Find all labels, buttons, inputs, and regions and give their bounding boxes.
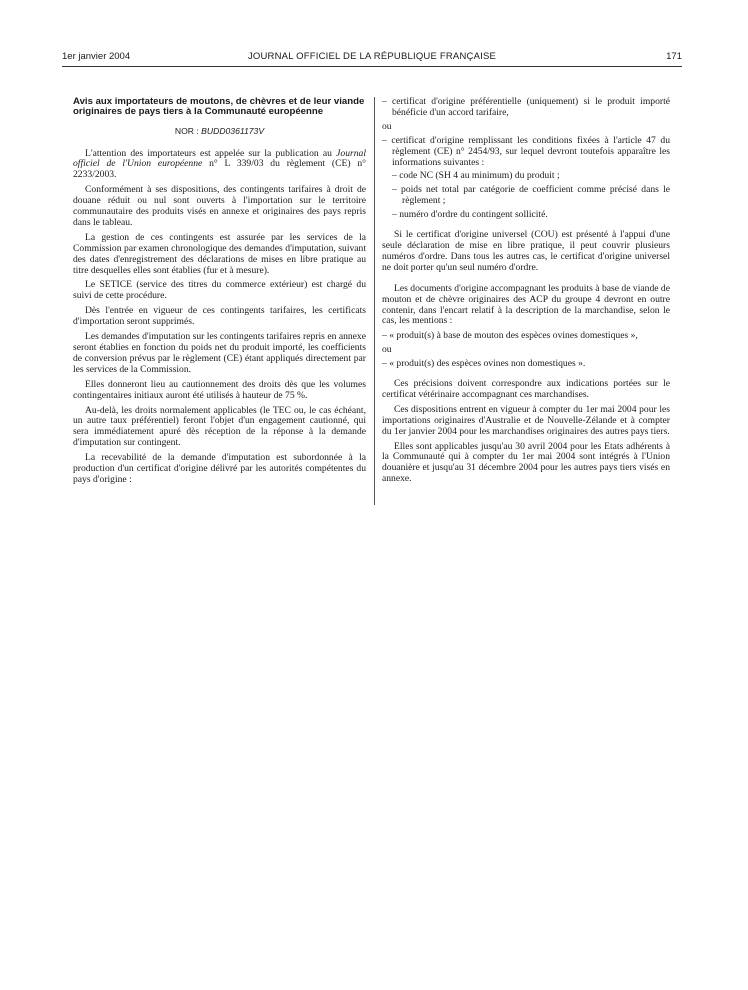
list-item: – certificat d'origine préférentielle (uniquement) si le produit importé bénéficie d'un accord tarifaire,: [382, 96, 670, 118]
header-date: 1er janvier 2004: [62, 51, 131, 62]
conjunction: ou: [382, 344, 392, 356]
journal-title: JOURNAL OFFICIEL DE LA RÉPUBLIQUE FRANÇAISE: [247, 51, 497, 62]
paragraph: Au-delà, les droits normalement applicables (le TEC ou, le cas échéant, un autre taux préférentiel) feront l'objet d'un engagement cautionné, qui sera immédiatement apuré dès réception de la réponse à la demande d'imputation sur contingent.: [73, 404, 366, 449]
header-rule: [62, 66, 682, 67]
journal-reference: Journal officiel de l'Union européenne: [73, 147, 366, 170]
article-heading: Avis aux importateurs de moutons, de chèvres et de leur viande originaires de pays tiers à la Communauté européenne: [73, 96, 365, 118]
paragraph: La recevabilité de la demande d'imputation est subordonnée à la production d'un certificat d'origine délivré par les autorités compétentes du pays d'origine :: [73, 452, 366, 485]
nor-reference: [73, 126, 366, 137]
left-column: [73, 97, 366, 490]
paragraph-text: n° L 339/03 du règlement (CE) n° 2233/2003.: [73, 158, 366, 181]
sub-list-item: – poids net total par catégorie de coefficient comme précisé dans le règlement ;: [392, 184, 670, 207]
list-item: – certificat d'origine remplissant les conditions fixées à l'article 47 du règlement (CE) n° 2454/93, sur lequel devront toutefois apparaître les informations suivantes :: [382, 134, 670, 168]
right-column: [382, 97, 670, 489]
list-item: – « produit(s) à base de mouton des espèces ovines domestiques »,: [382, 330, 638, 342]
paragraph: Ces précisions doivent correspondre aux indications portées sur le certificat vétérinaire accompagnant ces marchandises.: [382, 378, 670, 400]
list-item: – « produit(s) des espèces ovines non domestiques ».: [382, 358, 586, 370]
paragraph: La gestion de ces contingents est assurée par les services de la Commission par examen chronologique des demandes d'imputation, suivant des dates d'enregistrement des déclarations de mises en libre pratique au titre desquelles elles sont établies (fur et à mesure).: [73, 231, 366, 276]
paragraph: Si le certificat d'origine universel (COU) est présenté à l'appui d'une seule déclaration de mise en libre pratique, il peut couvrir plusieurs numéros d'ordre. Dans tous les autres cas, le certificat d'origine universel ne doit porter qu'un seul numéro d'ordre.: [382, 229, 670, 273]
paragraph: [73, 149, 366, 182]
sub-list-item: – code NC (SH 4 au minimum) du produit ;: [392, 170, 560, 182]
column-divider: [374, 97, 375, 505]
sub-list-item: – numéro d'ordre du contingent sollicité.: [392, 209, 548, 221]
paragraph: Le SETICE (service des titres du commerce extérieur) est chargé du suivi de cette procédure.: [73, 279, 366, 302]
paragraph: Conformément à ses dispositions, des contingents tarifaires à droit de douane réduit ou nul sont ouverts à l'importation sur le territoire communautaire des produits visés en annexe et originaires des pays repris dans le tableau.: [73, 184, 366, 228]
conjunction: ou: [382, 120, 392, 132]
page-number: 171: [666, 51, 682, 62]
paragraph: Les documents d'origine accompagnant les produits à base de viande de mouton et de chèvre originaires des ACP du groupe 4 devront en outre contenir, dans l'encart relatif à la description de la marchandise, selon le cas, les mentions :: [382, 282, 670, 327]
paragraph: Elles sont applicables jusqu'au 30 avril 2004 pour les Etats adhérents à la Communauté qui à compter du 1er mai 2004 sont intégrés à l'Union douanière et jusqu'au 31 décembre 2004 pour les autres pays tiers visés en annexe.: [382, 440, 670, 485]
nor-code: BUDD0361173V: [201, 125, 265, 136]
paragraph-text: L'attention des importateurs est appelée sur la publication au: [85, 147, 337, 159]
page-header: [62, 48, 682, 66]
paragraph: Dès l'entrée en vigueur de ces contingents tarifaires, les certificats d'importation seront supprimés.: [73, 305, 366, 328]
nor-label: NOR :: [174, 125, 202, 136]
paragraph: Elles donneront lieu au cautionnement des droits dès que les volumes contingentaires initiaux auront été utilisés à hauteur de 75 %.: [73, 378, 366, 401]
paragraph: Les demandes d'imputation sur les contingents tarifaires repris en annexe seront établies en fonction du poids net du produit importé, les coefficients de conversion prévus par le règlement (CE) étant appliqués directement par les services de la Commission.: [73, 331, 366, 375]
paragraph: Ces dispositions entrent en vigueur à compter du 1er mai 2004 pour les importations originaires d'Australie et de Nouvelle-Zélande et à compter du 1er janvier 2004 pour les marchandises originaires des autres pays tiers.: [382, 403, 670, 437]
